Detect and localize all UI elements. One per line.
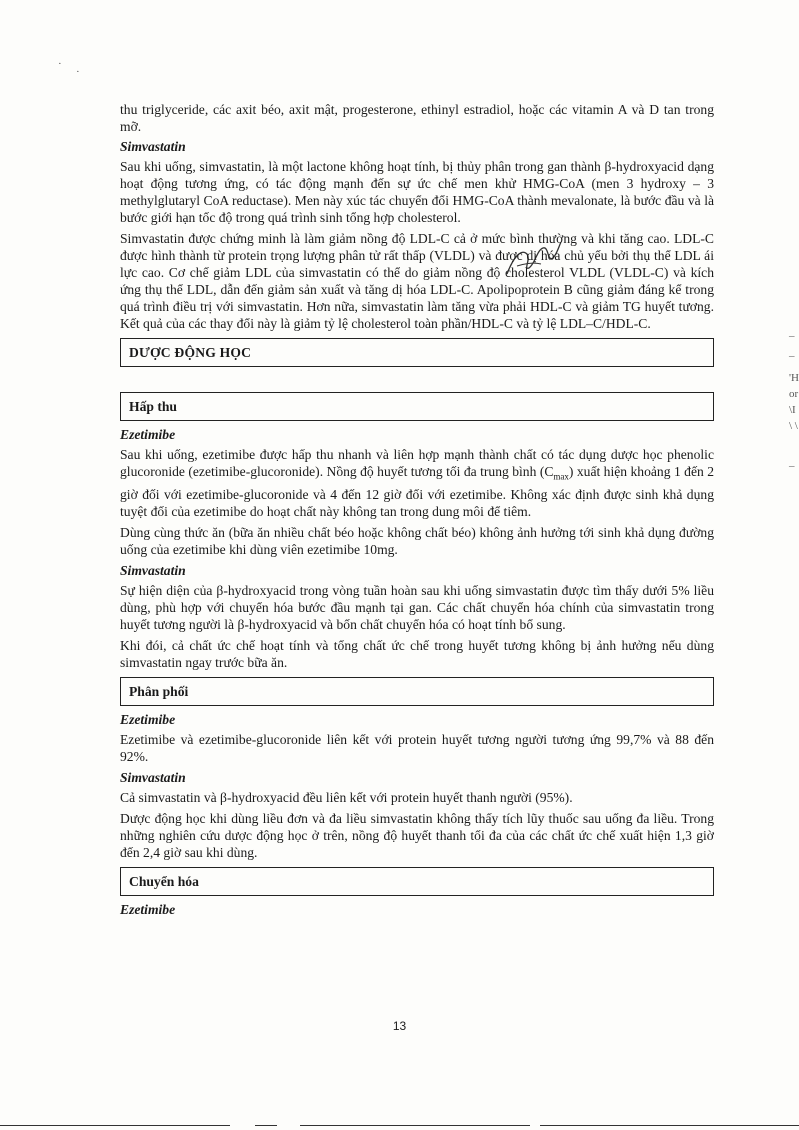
simvastatin-subheading: Simvastatin bbox=[120, 769, 186, 785]
subsection-heading-absorption bbox=[120, 392, 714, 421]
scan-speck: · bbox=[76, 66, 80, 78]
scan-speck: · bbox=[58, 58, 62, 70]
simvastatin-mechanism-paragraph: Sau khi uống, simvastatin, là một lactone không hoạt tính, bị thủy phân trong gan thành β-hydroxyacid dạng hoạt động tương ứng, có tác động mạnh đến sự ức chế men khử HMG-CoA (men 3 hydroxy – 3 methylglutaryl CoA reductase). Men này xúc tác chuyển đổi HMG-CoA thành mevalonate, là bước đầu và là bước giới hạn tốc độ trong quá trình sinh tổng hợp cholesterol. bbox=[120, 159, 714, 225]
simvastatin-subheading: Simvastatin bbox=[120, 562, 186, 578]
absorption-simvastatin-paragraph-2: Khi đói, cả chất ức chế hoạt tính và tổng chất ức chế trong huyết tương không bị ảnh hưởng nếu dùng simvastatin ngay trước bữa ăn. bbox=[120, 637, 714, 670]
scan-bottom-line bbox=[255, 1125, 277, 1126]
simvastatin-ldl-paragraph: Simvastatin được chứng minh là làm giảm nồng độ LDL-C cả ở mức bình thường và khi tăng cao. LDL-C được hình thành từ protein trọng lượng phân tử rất thấp (VLDL) và được dị hóa chủ yếu bởi thụ thể LDL ái lực cao. Cơ chế giảm LDL của simvastatin có thể do giảm nồng độ cholesterol VLDL (VLDL-C) và kích ứng thụ thể LDL, dẫn đến giảm sản xuất và tăng dị hóa LDL-C. Apolipoprotein B cũng giảm đáng kể trong quá trình điều trị với simvastatin. Hơn nữa, simvastatin làm tăng vừa phải HDL-C và giảm TG huyết tương. Kết quả của các thay đổi này là giảm tỷ lệ cholesterol toàn phần/HDL-C và tỷ lệ LDL–C/HDL-C. bbox=[120, 231, 714, 331]
ezetimibe-subheading: Ezetimibe bbox=[120, 901, 176, 917]
ezetimibe-subheading: Ezetimibe bbox=[120, 427, 176, 442]
page-number: 13 bbox=[392, 1019, 407, 1033]
subsection-heading-metabolism bbox=[120, 867, 714, 896]
subsection-heading-text: Phân phối bbox=[129, 683, 189, 699]
subsection-heading-text: Chuyển hóa bbox=[129, 873, 199, 889]
subsection-heading-distribution bbox=[120, 677, 714, 706]
scan-edge-artifact: \ \ bbox=[789, 420, 798, 432]
distribution-ezetimibe-paragraph: Ezetimibe và ezetimibe-glucoronide liên kết với protein huyết tương người tương ứng 99,7% và 88 đến 92%. bbox=[120, 731, 714, 764]
scan-edge-artifact: \I bbox=[789, 404, 796, 416]
scan-bottom-line bbox=[540, 1125, 799, 1126]
scan-edge-artifact: – bbox=[789, 460, 795, 472]
document-page bbox=[120, 101, 714, 921]
absorption-ezetimibe-paragraph-1: Sau khi uống, ezetimibe được hấp thu nhanh và liên hợp mạnh thành chất có tác dụng dược học phenolic glucoronide (ezetimibe-glucoronide). Nồng độ huyết tương tối đa trung bình $(C_{max})$ xuất hiện khoảng 1 đến 2 giờ đối với ezetimibe-glucoronide và 4 đến 12 giờ đối với ezetimibe. Không xác định được sinh khả dụng tuyệt đối của ezetimibe do hoạt chất này không tan trong dung môi để tiêm. bbox=[120, 447, 714, 519]
scan-edge-artifact: or bbox=[789, 388, 799, 400]
absorption-simvastatin-paragraph-1: Sự hiện diện của β-hydroxyacid trong vòng tuần hoàn sau khi uống simvastatin được tìm thấy dưới 5% liều dùng, phù hợp với chuyển hóa bước đầu mạnh tại gan. Các chất chuyển hóa chính của simvastatin trong huyết tương người là β-hydroxyacid và bốn chất chuyển hóa có hoạt tính bổ sung. bbox=[120, 582, 714, 632]
scan-edge-artifact: – bbox=[789, 350, 795, 362]
subsection-heading-text: Hấp thu bbox=[129, 399, 177, 414]
scan-edge-artifact: – bbox=[789, 330, 795, 342]
scan-edge-artifact: 'H bbox=[789, 372, 799, 384]
scan-bottom-line bbox=[300, 1125, 530, 1126]
intro-paragraph: thu triglyceride, các axit béo, axit mật, progesterone, ethinyl estradiol, hoặc các vitamin A và D tan trong mỡ. bbox=[120, 102, 714, 134]
absorption-ezetimibe-paragraph-2: Dùng cùng thức ăn (bữa ăn nhiều chất béo hoặc không chất béo) không ảnh hưởng tới sinh khả dụng đường uống của ezetimibe khi dùng viên ezetimibe 10mg. bbox=[120, 524, 714, 557]
section-heading-text: DƯỢC ĐỘNG HỌC bbox=[129, 345, 252, 360]
distribution-simvastatin-paragraph-1: Cả simvastatin và β-hydroxyacid đều liên kết với protein huyết thanh người (95%). bbox=[120, 789, 573, 805]
scan-bottom-line bbox=[0, 1125, 230, 1126]
section-heading-pharmacokinetics bbox=[120, 338, 714, 367]
ezetimibe-subheading: Ezetimibe bbox=[120, 711, 176, 727]
simvastatin-subheading: Simvastatin bbox=[120, 139, 186, 154]
distribution-simvastatin-paragraph-2: Dược động học khi dùng liều đơn và đa liều simvastatin không thấy tích lũy thuốc sau uống đa liều. Trong những nghiên cứu dược động học ở trên, nồng độ huyết thanh tối đa của các chất ức chế xuất hiện 1,3 giờ đến 2,4 giờ sau khi dùng. bbox=[120, 810, 714, 860]
